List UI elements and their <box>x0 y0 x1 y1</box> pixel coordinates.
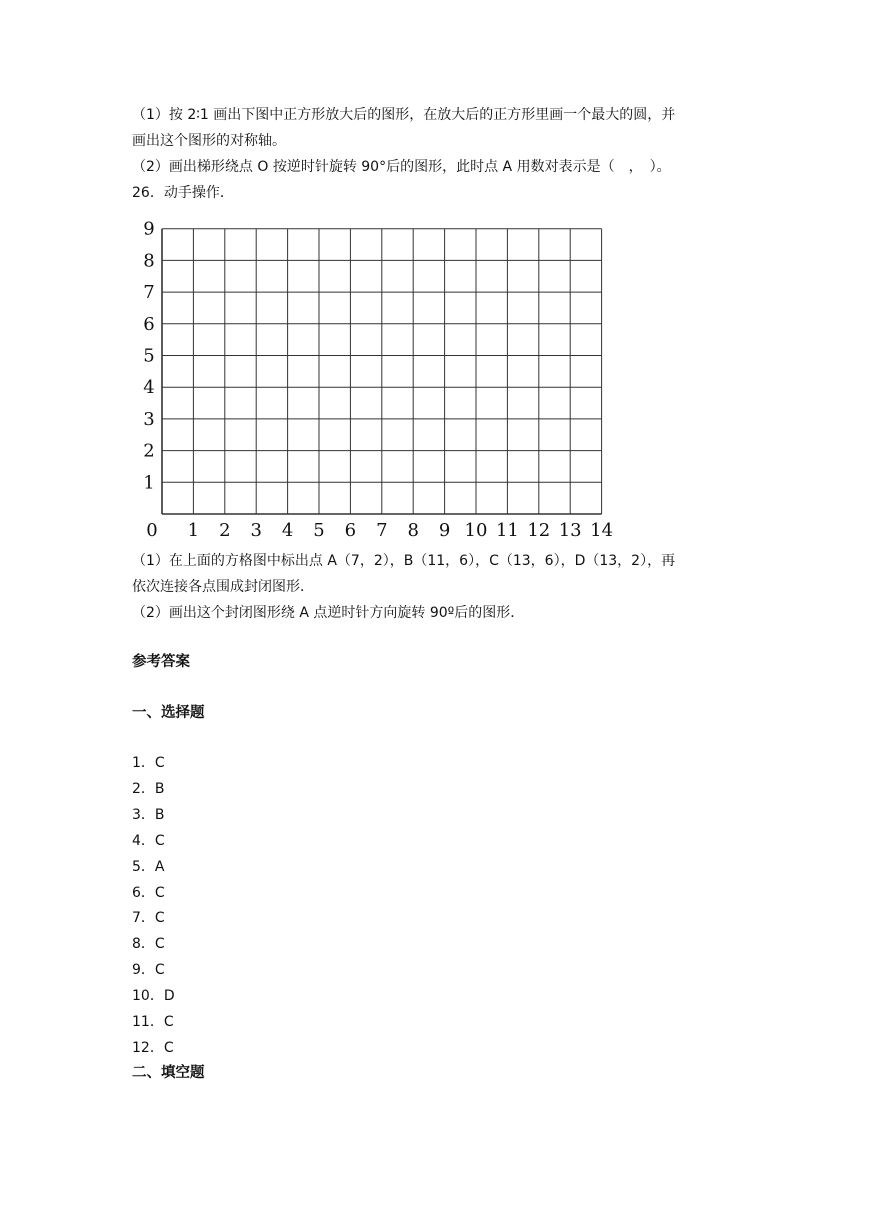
coordinate-grid <box>135 218 615 543</box>
y-tick-label: 6 <box>143 313 155 335</box>
answer-item: 8．C <box>132 936 165 953</box>
y-tick-label: 8 <box>143 250 155 272</box>
answer-item: 3．B <box>132 806 165 823</box>
section-choice-heading: 一、选择题 <box>132 705 205 721</box>
question-1-line-1: （1）按 2∶1 画出下图中正方形放大后的图形，在放大后的正方形里画一个最大的圆，并 <box>132 107 676 123</box>
question-1-line-2: 画出这个图形的对称轴。 <box>132 133 286 149</box>
y-tick-label: 2 <box>143 440 155 462</box>
sub-question-1-line-1: （1）在上面的方格图中标出点 A（7，2），B（11，6），C（13，6），D（13，2），再 <box>132 553 676 569</box>
x-tick-label: 11 <box>495 520 519 541</box>
answer-item: 11．C <box>132 1014 174 1030</box>
answer-item: 9．C <box>132 962 165 979</box>
x-tick-label: 3 <box>250 520 262 541</box>
x-tick-label: 0 <box>146 520 158 541</box>
y-tick-label: 7 <box>143 282 155 304</box>
answers-heading: 参考答案 <box>132 654 190 670</box>
sub-question-2-text: （2）画出这个封闭图形绕 A 点逆时针方向旋转 90º后的图形． <box>132 605 525 621</box>
answer-item: 6．C <box>132 884 165 901</box>
answer-item: 2．B <box>132 780 165 797</box>
answer-item: 12．C <box>132 1039 174 1056</box>
answer-item: 7．C <box>132 910 165 927</box>
answer-item: 10．D <box>132 988 175 1005</box>
x-tick-label: 6 <box>344 520 357 541</box>
y-tick-label: 9 <box>143 218 155 240</box>
y-tick-label: 4 <box>143 377 155 399</box>
y-tick-label: 3 <box>143 408 155 430</box>
x-tick-label: 9 <box>438 520 451 541</box>
x-tick-label: 7 <box>376 520 388 541</box>
sub-question-1-line-2: 依次连接各点围成封闭图形． <box>132 579 314 595</box>
x-tick-label: 1 <box>187 520 200 541</box>
x-tick-label: 5 <box>313 520 325 541</box>
answer-item: 5．A <box>132 858 165 875</box>
x-tick-label: 14 <box>590 520 614 541</box>
problem-26-title: 26．动手操作． <box>132 185 234 201</box>
x-tick-label: 4 <box>281 520 294 541</box>
x-tick-label: 2 <box>219 520 231 541</box>
y-tick-label: 1 <box>143 472 155 494</box>
section-fill-heading: 二、填空题 <box>132 1065 205 1081</box>
question-2-text: （2）画出梯形绕点 O 按逆时针旋转 90°后的图形，此时点 A 用数对表示是（ ， ）。 <box>132 159 671 175</box>
y-tick-label: 5 <box>143 345 155 367</box>
x-tick-label: 12 <box>527 520 551 541</box>
x-tick-label: 13 <box>558 520 582 541</box>
x-tick-label: 10 <box>464 520 488 541</box>
x-tick-label: 8 <box>407 520 419 541</box>
answer-item: 4．C <box>132 832 165 849</box>
answer-item: 1．C <box>132 755 165 771</box>
